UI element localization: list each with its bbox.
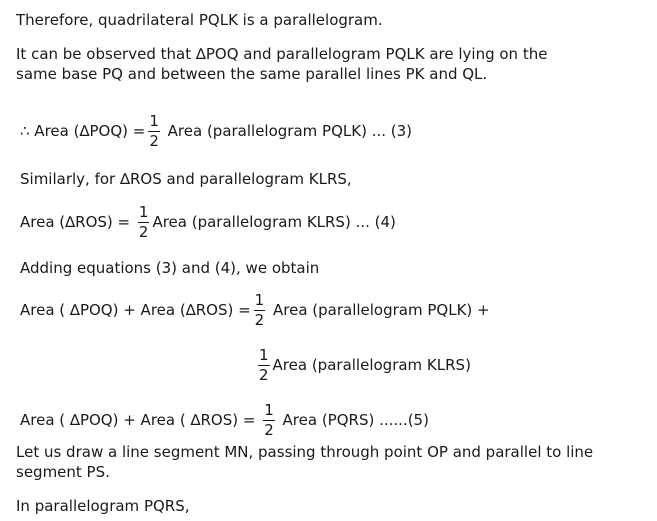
equation-5 bbox=[20, 400, 429, 440]
fraction-denominator: 2 bbox=[264, 421, 274, 439]
adding-equations-line: Adding equations (3) and (4), we obtain bbox=[20, 259, 320, 277]
equation-sum-rhs-1: Area (parallelogram PQLK) + bbox=[268, 301, 490, 319]
equation-3 bbox=[20, 111, 412, 151]
fraction-denominator: 2 bbox=[259, 366, 269, 384]
equation-sum-lhs: Area ( ∆POQ) + Area (∆ROS) = bbox=[20, 301, 251, 319]
fraction-half bbox=[258, 348, 270, 383]
equation-sum-line-1 bbox=[20, 290, 490, 330]
fraction-denominator: 2 bbox=[254, 311, 265, 329]
fraction-numerator: 1 bbox=[264, 401, 274, 419]
construction-line-1: Let us draw a line segment MN, passing through point OP and parallel to line bbox=[16, 443, 594, 461]
fraction-numerator: 1 bbox=[254, 291, 265, 309]
observation-line-2: same base PQ and between the same parallel lines PK and QL. bbox=[16, 65, 488, 83]
fraction-numerator: 1 bbox=[138, 203, 149, 221]
equation-4 bbox=[20, 202, 396, 242]
fraction-half bbox=[148, 114, 160, 149]
equation-5-lhs: Area ( ∆POQ) + Area ( ∆ROS) = bbox=[20, 411, 261, 429]
equation-sum-rhs-2: Area (parallelogram KLRS) bbox=[272, 356, 471, 374]
equation-5-rhs: Area (PQRS) ......(5) bbox=[277, 411, 429, 429]
equation-4-rhs: Area (parallelogram KLRS) ... (4) bbox=[152, 213, 396, 231]
fraction-numerator: 1 bbox=[149, 112, 159, 130]
fraction-half bbox=[254, 293, 266, 328]
fraction-denominator: 2 bbox=[149, 132, 159, 150]
similarly-line: Similarly, for ∆ROS and parallelogram KLRS, bbox=[20, 170, 352, 188]
equation-3-rhs: Area (parallelogram PQLK) ... (3) bbox=[162, 122, 413, 140]
fraction-numerator: 1 bbox=[259, 346, 269, 364]
fraction-denominator: 2 bbox=[138, 223, 149, 241]
parallelogram-pqrs-line: In parallelogram PQRS, bbox=[16, 497, 190, 515]
construction-line-2: segment PS. bbox=[16, 463, 110, 481]
statement-parallelogram: Therefore, quadrilateral PQLK is a parallelogram. bbox=[16, 11, 383, 29]
observation-line-1: It can be observed that ∆POQ and parallelogram PQLK are lying on the bbox=[16, 45, 548, 63]
fraction-half bbox=[263, 403, 275, 438]
fraction-half bbox=[138, 205, 150, 240]
equation-4-lhs: Area (∆ROS) = bbox=[20, 213, 135, 231]
equation-3-lhs: ∴ Area (∆POQ) = bbox=[20, 122, 146, 140]
equation-sum-line-2 bbox=[255, 345, 471, 385]
